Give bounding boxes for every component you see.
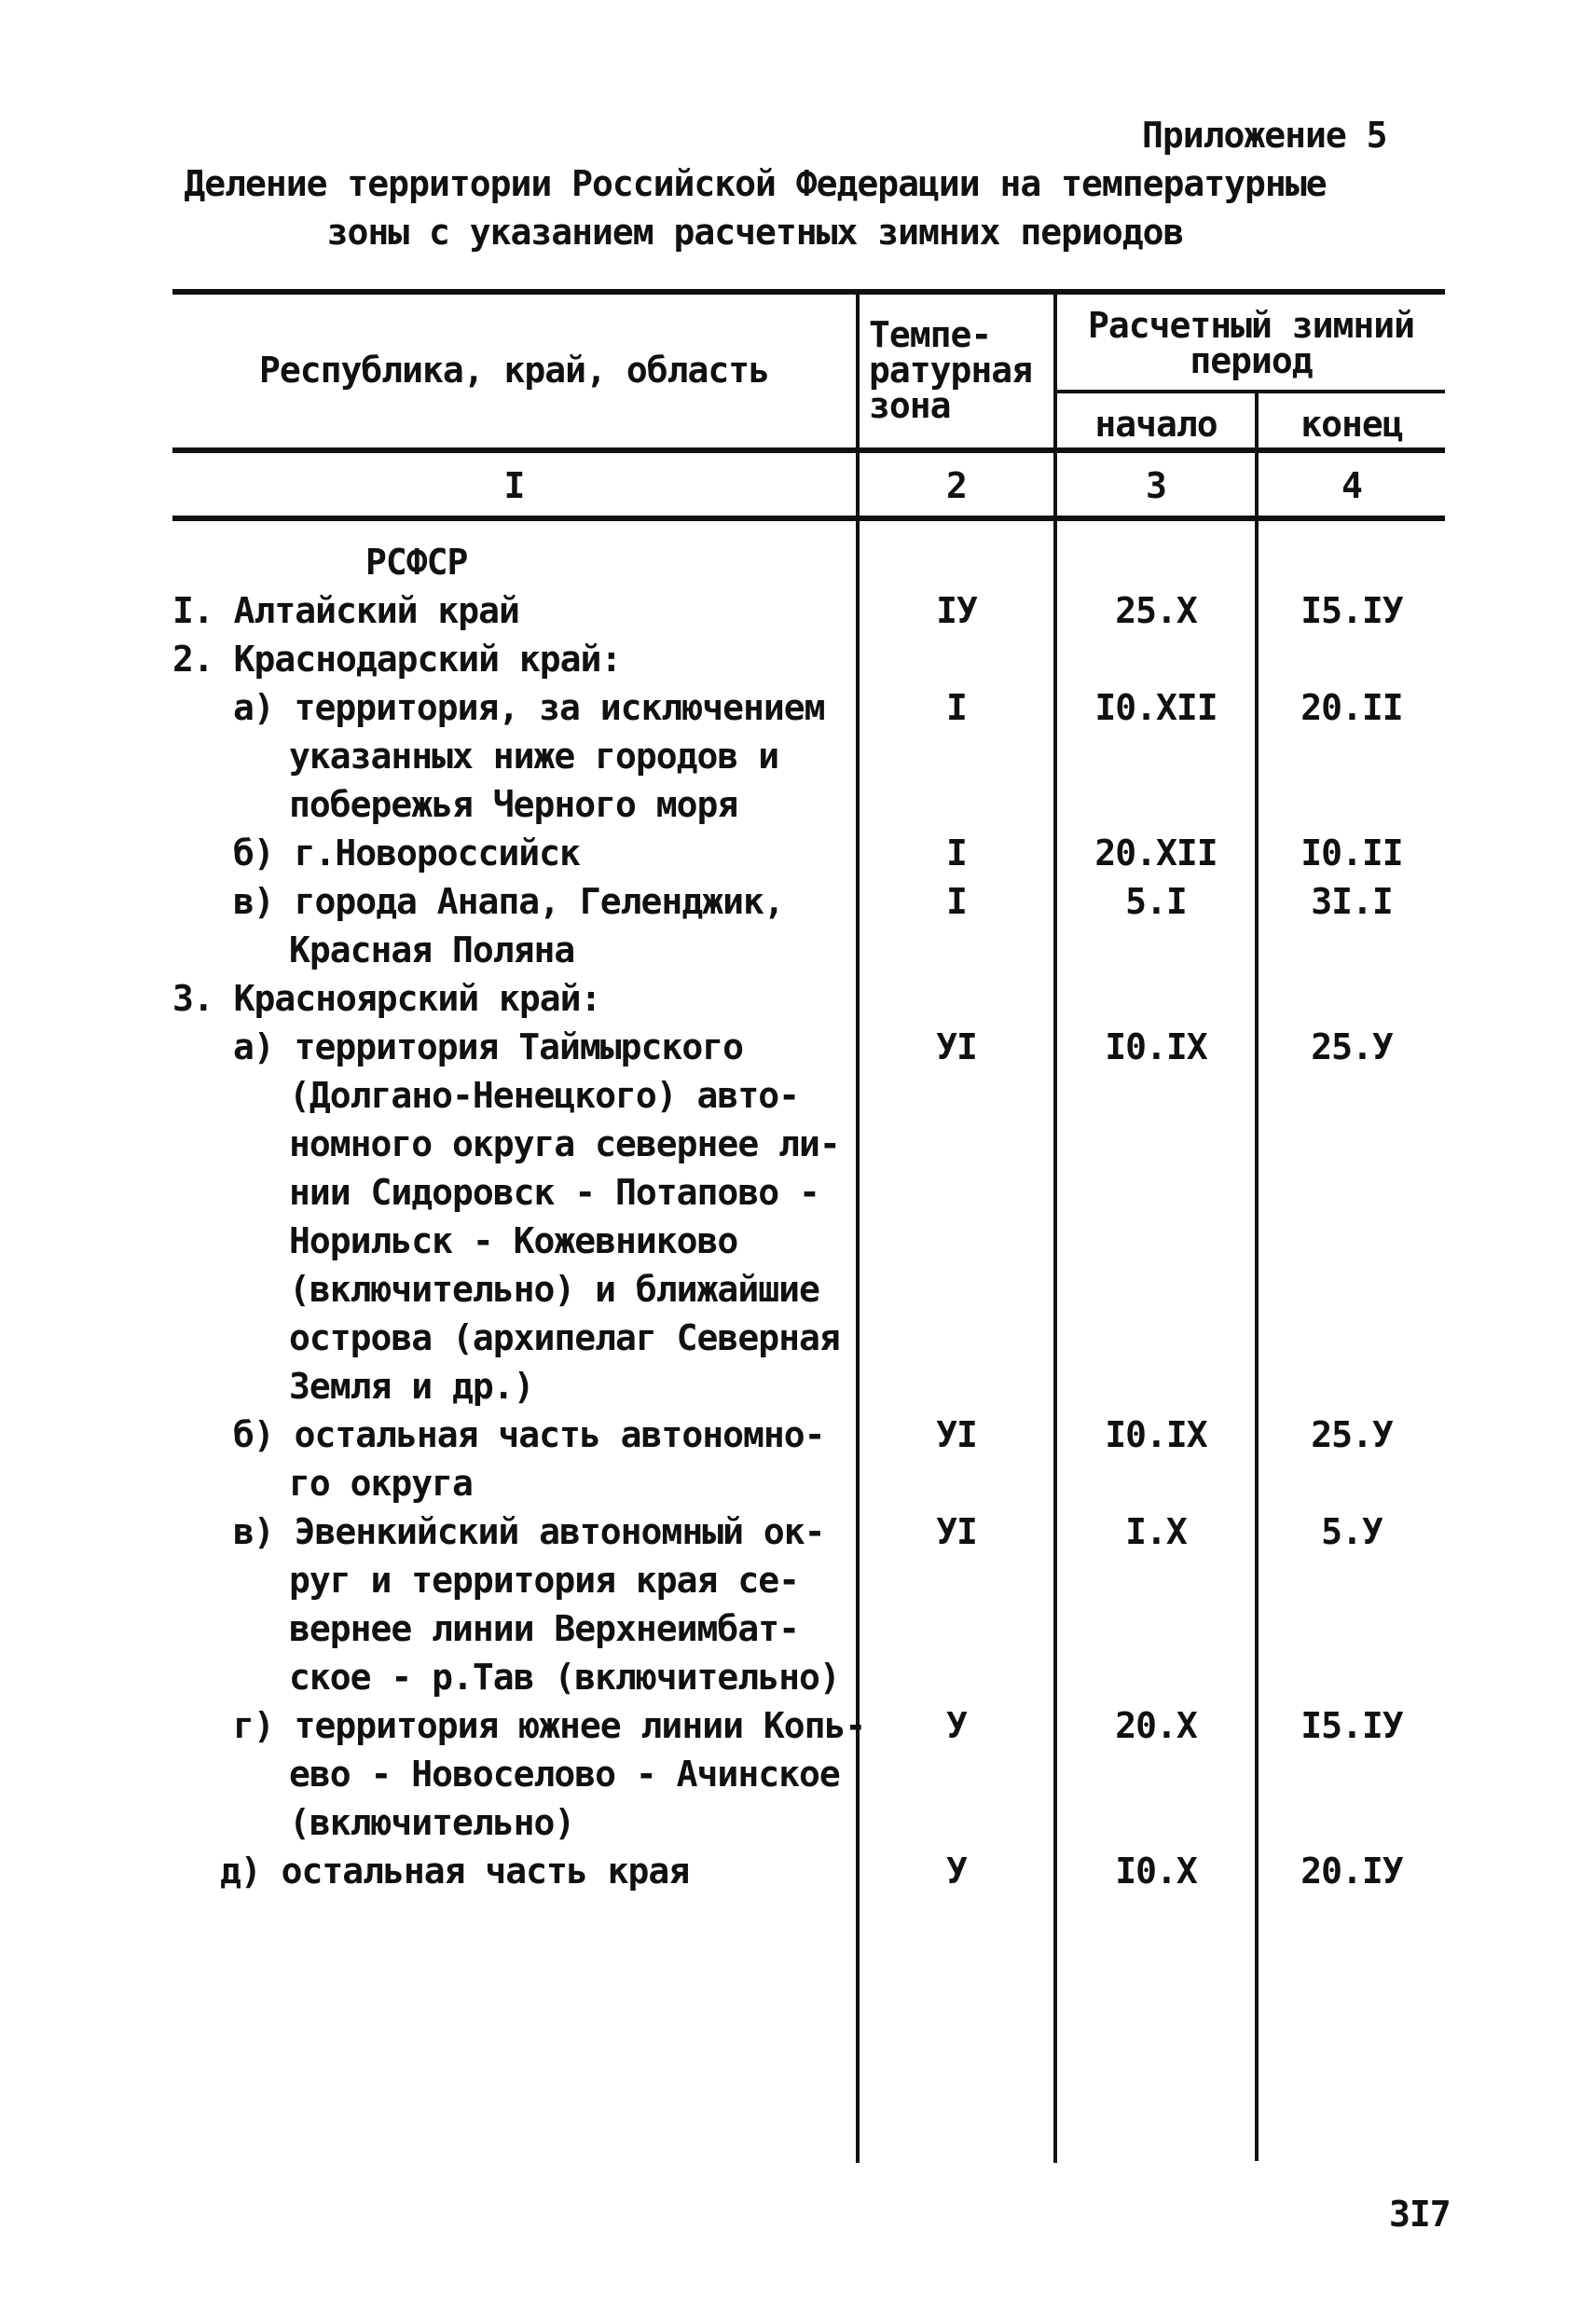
zone-cell: УI [936,1511,977,1552]
table-row-text: г) территория южнее линии Копь- [233,1705,866,1746]
table-row-text: ское - р.Тав (включительно) [289,1657,840,1698]
end-cell: I5.IУ [1300,1705,1403,1746]
table-row-text: б) г.Новороссийск [233,833,580,874]
zone-cell: УI [936,1026,977,1067]
table-row-text: нии Сидоровск - Потапово - [289,1172,819,1213]
title-line-1: Деление территории Российской Федерации на температурные [184,163,1327,204]
table-row-text: а) территория, за исключением [233,687,825,728]
end-cell: 20.II [1300,687,1403,728]
zone-cell: I [946,833,967,874]
table-top-rule [172,289,1445,295]
end-cell: 25.У [1311,1414,1393,1455]
zone-cell: I [946,881,967,922]
table-row-text: в) Эвенкийский автономный ок- [233,1511,825,1552]
end-cell: 3I.I [1311,881,1393,922]
table-row-text: б) остальная часть автономно- [233,1414,825,1455]
table-row-text: руг и территория края се- [289,1560,799,1601]
title-line-2: зоны с указанием расчетных зимних периодов [326,212,1184,253]
table-row-text: д) остальная часть края [220,1851,690,1892]
start-cell: I0.IX [1105,1026,1207,1067]
start-cell: 20.X [1115,1705,1197,1746]
start-cell: 20.XII [1094,833,1218,874]
header-zone-line-3: зона [869,385,951,426]
table-row-text: (включительно) [289,1802,575,1843]
end-cell: 20.IУ [1300,1851,1403,1892]
header-period-line-1: Расчетный зимний [1087,305,1415,346]
end-cell: I5.IУ [1300,590,1403,631]
end-cell: I0.II [1300,833,1403,874]
start-cell: I0.X [1115,1851,1197,1892]
zone-cell: I [946,687,967,728]
section-title: РСФСР [365,542,468,583]
header-zone-line-1: Темпе- [869,314,992,355]
header-start: начало [1094,404,1218,445]
column-number-2: 2 [946,465,967,506]
period-subheader-rule [1055,390,1445,393]
column-divider-3 [1255,390,1259,2161]
table-row-text: в) города Анапа, Геленджик, [233,881,784,922]
table-row-text: го округа [289,1463,473,1504]
table-row-text: (Долгано-Ненецкого) авто- [289,1075,799,1116]
header-end: конец [1300,404,1403,445]
zone-cell: IУ [936,590,977,631]
appendix-label: Приложение 5 [1142,115,1387,156]
table-row-text: Норильск - Кожевниково [289,1220,738,1261]
start-cell: I.X [1125,1511,1187,1552]
zone-cell: У [946,1705,967,1746]
table-row-text: вернее линии Верхнеимбат- [289,1608,799,1649]
zone-cell: УI [936,1414,977,1455]
start-cell: 25.X [1115,590,1197,631]
table-row-text: а) территория Таймырского [233,1026,743,1067]
start-cell: I0.IX [1105,1414,1207,1455]
table-row-text: указанных ниже городов и [289,736,779,777]
column-number-3: 3 [1146,465,1166,506]
table-row-text: 2. Краснодарский край: [172,639,622,680]
table-row-text: номного округа севернее ли- [289,1123,840,1164]
table-row-text: ево - Новоселово - Ачинское [289,1754,840,1795]
end-cell: 5.У [1321,1511,1383,1552]
start-cell: I0.XII [1094,687,1218,728]
start-cell: 5.I [1125,881,1187,922]
table-row-text: Красная Поляна [289,929,575,970]
table-row-text: побережья Черного моря [289,784,738,825]
zone-cell: У [946,1851,967,1892]
column-number-1: I [503,465,525,506]
page-number: 3I7 [1389,2194,1451,2235]
header-period-line-2: период [1190,340,1313,381]
table-row-text: I. Алтайский край [172,590,519,631]
header-region: Республика, край, область [259,350,769,391]
table-row-text: острова (архипелаг Северная [289,1317,840,1358]
end-cell: 25.У [1311,1026,1393,1067]
column-number-4: 4 [1341,465,1362,506]
table-row-text: (включительно) и ближайшие [289,1269,819,1310]
table-row-text: Земля и др.) [289,1366,534,1407]
table-row-text: 3. Красноярский край: [172,978,601,1019]
header-zone-line-2: ратурная [869,350,1033,391]
